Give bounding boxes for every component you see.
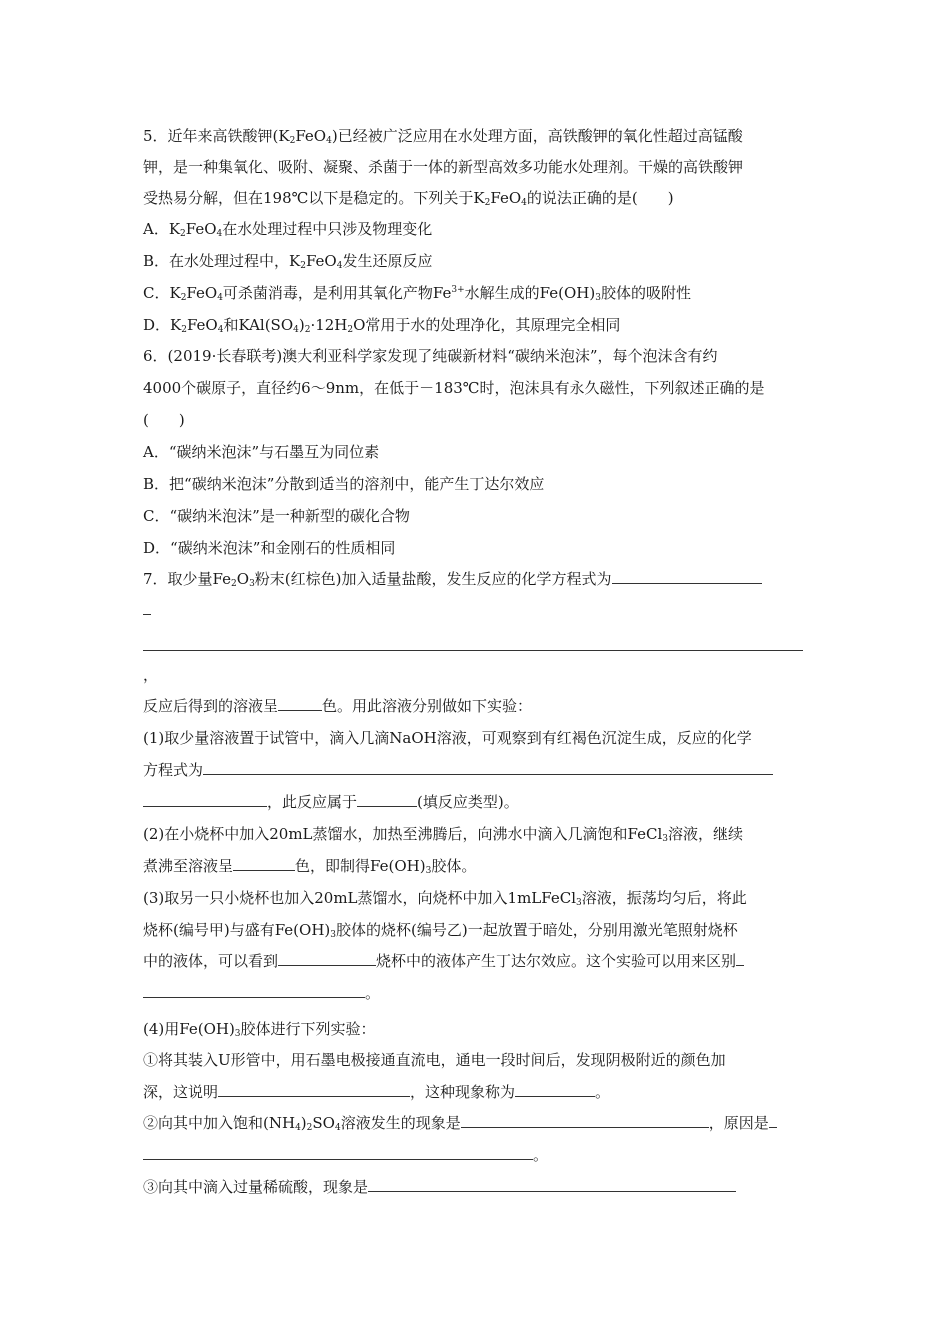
- answer-blank[interactable]: [203, 760, 773, 775]
- answer-blank[interactable]: [461, 1113, 709, 1128]
- q5-option-d: D．$K_2FeO_4$和$KAl(SO_4)_2\cdot 12H_2O$常用于水的处理净化，其原理完全相同: [143, 316, 621, 335]
- q7-comma: ，: [143, 666, 159, 684]
- answer-blank[interactable]: [143, 650, 803, 651]
- answer-blank[interactable]: [357, 792, 417, 807]
- answer-blank[interactable]: [143, 792, 267, 807]
- q7-part4-sub1-line-1: ①将其装入U形管中，用石墨电极接通直流电，通电一段时间后，发现阴极附近的颜色加: [143, 1051, 726, 1069]
- answer-blank[interactable]: [278, 951, 376, 966]
- q6-option-c: C．“碳纳米泡沫”是一种新型的碳化合物: [143, 507, 410, 525]
- answer-blank[interactable]: [368, 1177, 736, 1192]
- q7-part1-line-2: 方程式为: [143, 760, 773, 780]
- q7-line-1: 7．取少量$Fe_2O_3$粉末(红棕色)加入适量盐酸，发生反应的化学方程式为: [143, 569, 762, 589]
- q5-line-1: 5．近年来高铁酸钾$(K_2FeO_4)$已经被广泛应用在水处理方面，高铁酸钾的氧化性超过高锰酸: [143, 127, 743, 146]
- q6-option-d: D．“碳纳米泡沫”和金刚石的性质相同: [143, 539, 396, 557]
- answer-blank[interactable]: [143, 983, 365, 998]
- q5-option-c: C．$K_2FeO_4$可杀菌消毒，是利用其氧化产物$Fe^{3+}$水解生成的$Fe(OH)_3$胶体的吸附性: [143, 284, 691, 303]
- q5-line-2: 钾，是一种集氧化、吸附、凝聚、杀菌于一体的新型高效多功能水处理剂。干燥的高铁酸钾: [143, 158, 744, 176]
- answer-blank[interactable]: [143, 1145, 533, 1160]
- q7-part1-line-3: ，此反应属于 (填反应类型)。: [143, 792, 519, 812]
- q7-part2-line-1: (2)在小烧杯中加入20mL蒸馏水，加热至沸腾后，向沸水中滴入几滴饱和FeCl$_3$溶液，继续: [143, 825, 744, 844]
- q7-part1-line-1: (1)取少量溶液置于试管中，滴入几滴NaOH溶液，可观察到有红褐色沉淀生成，反应的化学: [143, 729, 752, 747]
- answer-blank[interactable]: [278, 696, 322, 711]
- answer-blank[interactable]: [218, 1082, 410, 1097]
- q7-part4-sub2-line-1: ②向其中加入饱和$(NH_4)_2SO_4$溶液发生的现象是 ，原因是: [143, 1113, 777, 1133]
- answer-blank[interactable]: [143, 614, 151, 615]
- answer-blank[interactable]: [515, 1082, 595, 1097]
- q7-part3-line-1: (3)取另一只小烧杯也加入20mL蒸馏水，向烧杯中加入1mLFeCl$_3$溶液，振荡均匀后，将此: [143, 889, 747, 908]
- q5-line-3: 受热易分解，但在198℃以下是稳定的。下列关于$K_2FeO_4$的说法正确的是( ): [143, 189, 674, 208]
- answer-blank[interactable]: [769, 1113, 777, 1128]
- q6-option-a: A．“碳纳米泡沫”与石墨互为同位素: [143, 443, 380, 461]
- q5-option-a: A．$K_2FeO_4$在水处理过程中只涉及物理变化: [143, 220, 433, 239]
- q6-line-2: 4000个碳原子，直径约6～9nm，在低于－183℃时，泡沫具有永久磁性，下列叙述正确的是: [143, 379, 765, 397]
- q7-part3-line-2: 烧杯(编号甲)与盛有$Fe(OH)_3$胶体的烧杯(编号乙)一起放置于暗处，分别用激光笔照射烧杯: [143, 921, 738, 940]
- q7-part3-line-4: 。: [143, 983, 380, 1003]
- q7-part4-sub2-line-2: 。: [143, 1145, 548, 1165]
- q6-line-3: ( ): [143, 411, 185, 429]
- q5-option-b: B．在水处理过程中，$K_2FeO_4$发生还原反应: [143, 252, 433, 271]
- q7-part4-sub1-line-2: 深，这说明 ，这种现象称为 。: [143, 1083, 611, 1101]
- q7-part3-line-3: 中的液体，可以看到 烧杯中的液体产生丁达尔效应。这个实验可以用来区别: [143, 951, 744, 971]
- q6-line-1: 6．(2019·长春联考)澳大利亚科学家发现了纯碳新材料“碳纳米泡沫”，每个泡沫含有约: [143, 347, 718, 365]
- answer-blank[interactable]: [233, 856, 295, 871]
- answer-blank[interactable]: [612, 569, 762, 584]
- q7-part4-line-1: (4)用$Fe(OH)_3$胶体进行下列实验：: [143, 1020, 376, 1039]
- q6-option-b: B．把“碳纳米泡沫”分散到适当的溶剂中，能产生丁达尔效应: [143, 475, 545, 493]
- q7-part2-line-2: 煮沸至溶液呈 色，即制得$Fe(OH)_3$胶体。: [143, 857, 477, 876]
- answer-blank[interactable]: [736, 951, 744, 966]
- q7-line-2: 反应后得到的溶液呈 色。用此溶液分别做如下实验：: [143, 697, 533, 715]
- q7-part4-sub3-line-1: ③向其中滴入过量稀硫酸，现象是: [143, 1177, 736, 1197]
